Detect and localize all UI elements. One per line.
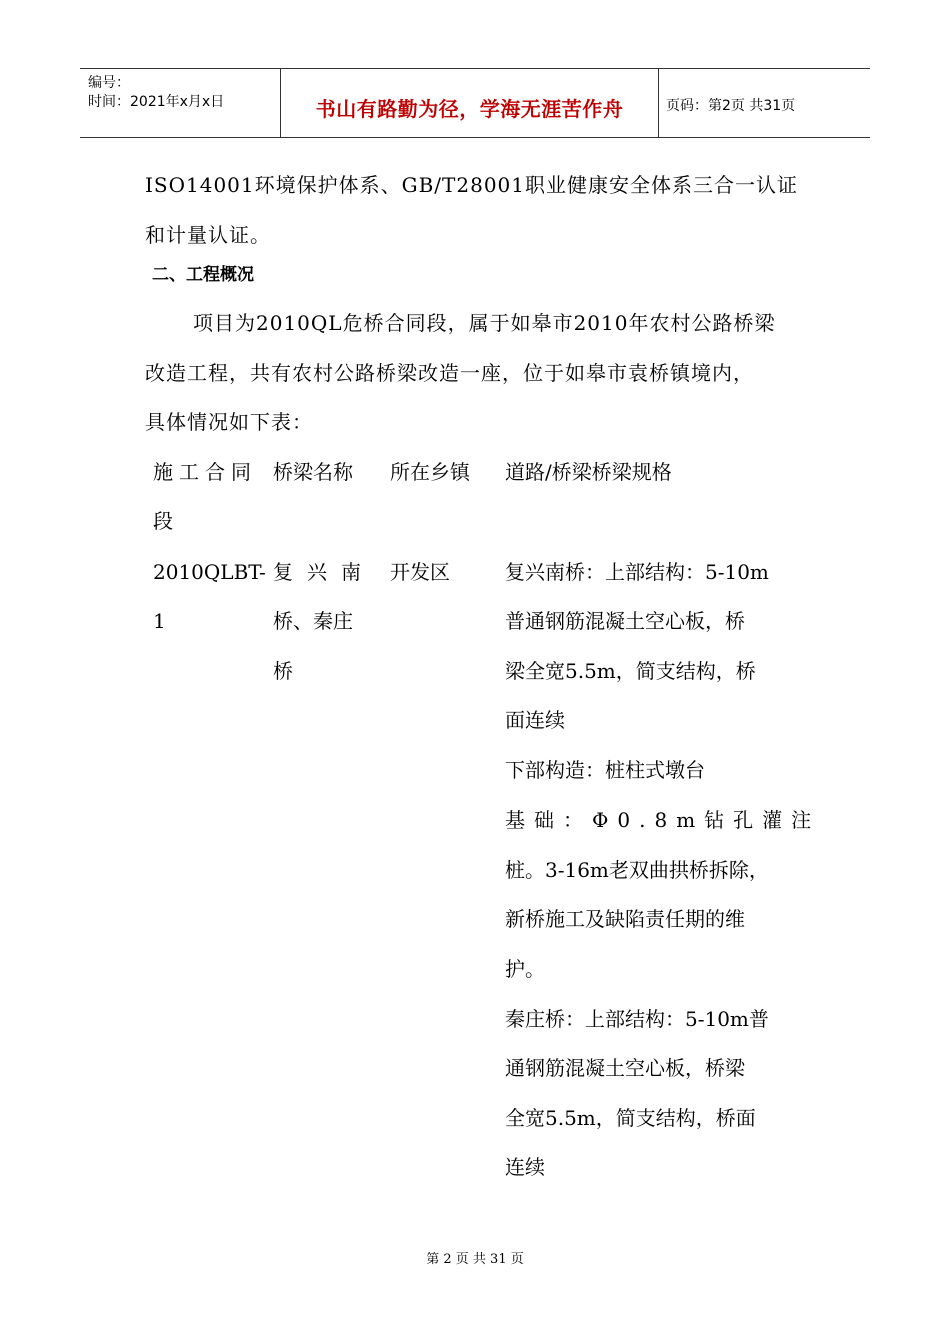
paragraph-line: 项目为2010QL危桥合同段，属于如皋市2010年农村公路桥梁 (193, 311, 776, 335)
header-motto: 书山有路勤为径，学海无涯苦作舟 (315, 97, 624, 121)
table-header-segment (153, 460, 256, 484)
page-footer: 第 2 页 共 31 页 (426, 1252, 524, 1267)
table-cell-town: 开发区 (390, 560, 450, 584)
table-cell-bridge-line1: 复兴南 (273, 560, 375, 584)
spec-line: 复兴南桥：上部结构：5-10m (505, 560, 769, 584)
table-cell-bridge-line2: 桥、秦庄 (273, 609, 353, 633)
table-header-segment-line1: 施工合同 (153, 460, 257, 484)
table-header-bridge-name: 桥梁名称 (273, 460, 353, 484)
spec-line: 连续 (505, 1155, 545, 1179)
paragraph-line: 具体情况如下表： (145, 410, 313, 434)
spec-line: 桩。3-16m老双曲拱桥拆除， (505, 858, 769, 882)
spec-line: 新桥施工及缺陷责任期的维 (505, 907, 745, 931)
header-page-cell (658, 69, 870, 137)
spec-line: 秦庄桥：上部结构：5-10m普 (505, 1007, 769, 1031)
spec-line: 通钢筋混凝土空心板，桥梁 (505, 1056, 745, 1080)
section-heading: 二、工程概况 (152, 265, 254, 285)
table-cell-segment-line2: 1 (153, 609, 166, 633)
table-header-spec: 道路/桥梁桥梁规格 (505, 460, 672, 484)
paragraph-line: 和计量认证。 (145, 223, 271, 247)
spec-line: 基础：Φ0.8m钻孔灌注 (505, 808, 821, 832)
header-page-info: 页码：第2页 共31页 (666, 98, 796, 114)
paragraph-line: 改造工程，共有农村公路桥梁改造一座，位于如皋市袁桥镇境内， (145, 361, 754, 385)
spec-line: 面连续 (505, 708, 565, 732)
paragraph-line: ISO14001环境保护体系、GB/T28001职业健康安全体系三合一认证 (145, 173, 798, 197)
spec-line: 全宽5.5m，简支结构，桥面 (505, 1106, 756, 1130)
spec-line: 梁全宽5.5m，简支结构，桥 (505, 659, 756, 683)
spec-line: 护。 (505, 957, 545, 981)
table-header-segment-line2: 段 (153, 509, 173, 533)
table-cell-bridge-line3: 桥 (273, 659, 293, 683)
header-motto-cell (280, 69, 659, 137)
document-number-label: 编号： (88, 75, 130, 91)
table-cell-segment-line1: 2010QLBT- (153, 560, 266, 584)
spec-line: 普通钢筋混凝土空心板，桥 (505, 609, 745, 633)
header-meta-cell (80, 69, 280, 137)
page-header (80, 68, 870, 138)
spec-line: 下部构造：桩柱式墩台 (505, 758, 705, 782)
table-header-town: 所在乡镇 (390, 460, 470, 484)
document-time-label: 时间：2021年x月x日 (88, 94, 225, 110)
